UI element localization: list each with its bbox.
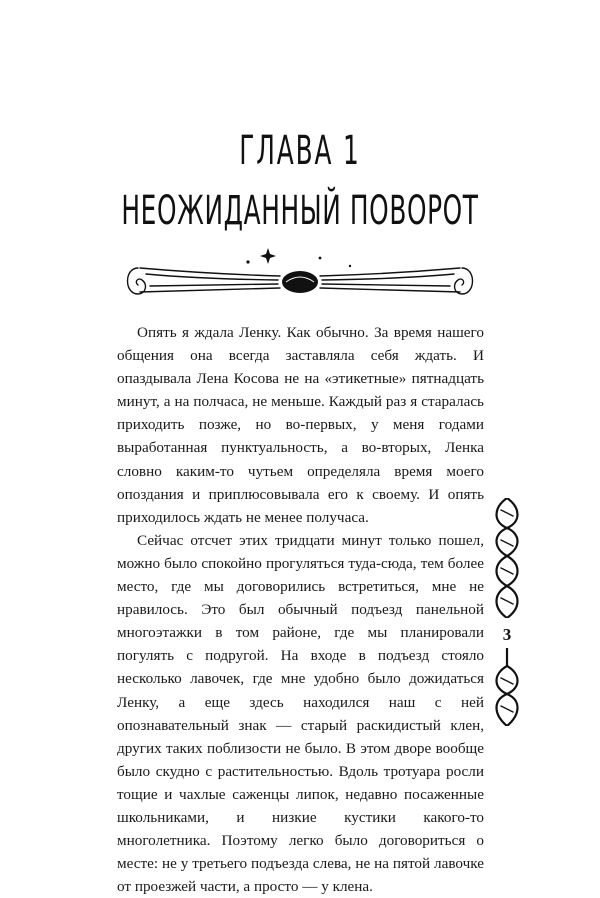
paragraph-1: Опять я ждала Ленку. Как обычно. За время нашего общения она всегда заставляла себя ждать. И опаздывала Лена Косова не на «этикетные» пятнадцать минут, а на полчаса, не меньше. Каждый раз я старалась приходить позже, но во-первых, у меня годами выработанная пунктуальность, а во-вторых, Ленка словно каким-то чутьем определяла время моего опоздания и приплюсовывала его к своему. И опять приходилось ждать не менее получаса. [117,324,484,526]
scroll-icon [120,244,480,308]
chapter-number: ГЛАВА 1 [239,128,361,174]
chapter-title: НЕОЖИДАННЫЙ ПОВОРОТ [121,188,479,234]
page-number: 3 [502,625,512,644]
rope-knot-icon [489,648,525,726]
paragraph-2: Сейчас отсчет этих тридцати минут только пошел, можно было спокойно прогуляться туда-сюда, тем более место, где мы договорились встретиться, мне не нравилось. Это был обычный подъезд панельной многоэтажки в том районе, где мы планировали погулять с подругой. На входе в подъезд стояло несколько лавочек, где мне удобно было дожидаться Ленку, а еще здесь находился наш с ней опознавательный знак — старый раскидистый клен, других таких поблизости не было. В этом дворе вообще было скудно с растительностью. Вдоль тротуара росли тощие и чахлые саженцы липок, недавно посаженные школьниками, и низкие кустики какого-то многолетника. Поэтому легко было договориться о месте: не у третьего подъезда слева, не на пятой лавочке от проезжей части, а просто — у клена. [117,531,484,896]
rope-knot-icon [489,498,525,618]
body-text [117,321,484,898]
